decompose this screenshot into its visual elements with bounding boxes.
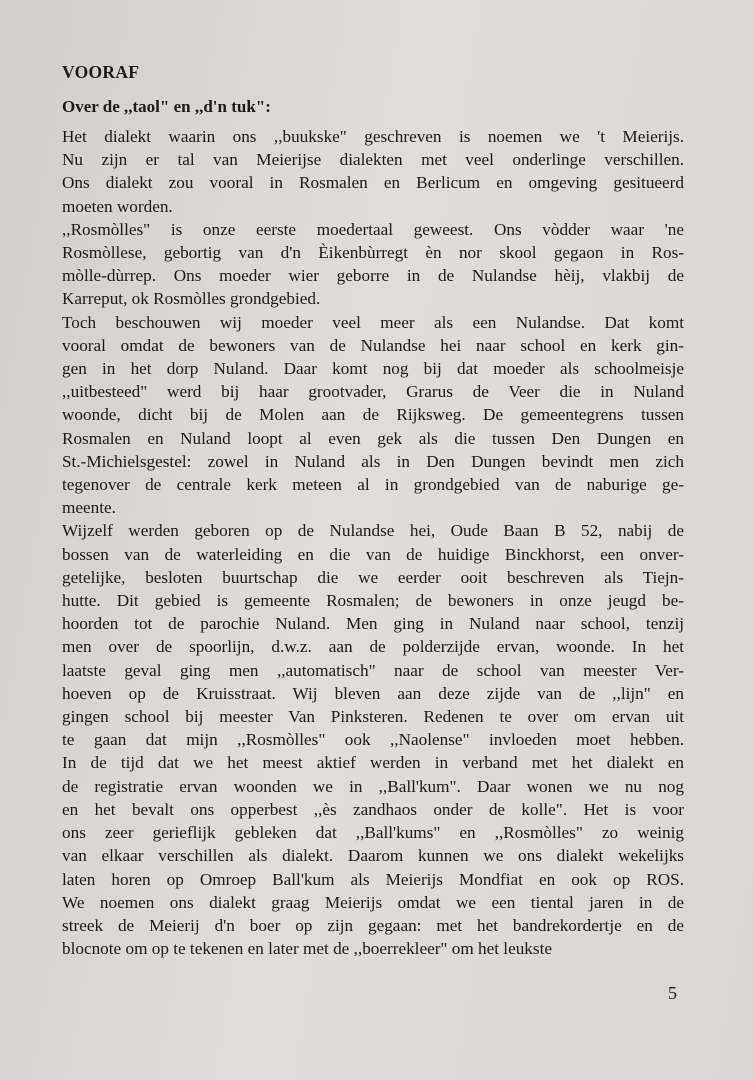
text-line: gingen school bij meester Van Pinksteren. Redenen te over om ervan uit: [62, 707, 684, 727]
section-heading: VOORAF: [62, 62, 140, 82]
text-line: Toch beschouwen wij moeder veel meer als een Nulandse. Dat komt: [62, 312, 684, 332]
text-line: Ons dialekt zou vooral in Rosmalen en Berlicum en omgeving gesitueerd: [62, 173, 684, 193]
text-line: moeten worden.: [62, 196, 173, 216]
text-line: St.-Michielsgestel: zowel in Nuland als in Den Dungen bevindt men zich: [62, 451, 684, 471]
text-line: meente.: [62, 498, 116, 518]
text-line: laatste geval ging men ,,automatisch" naar de school van meester Ver-: [62, 660, 684, 680]
text-line: hutte. Dit gebied is gemeente Rosmalen; de bewoners in onze jeugd be-: [62, 591, 684, 611]
text-line: te gaan dat mijn ,,Rosmòlles" ook ,,Naolense" invloeden moet hebben.: [62, 730, 684, 750]
text-line: Karreput, ok Rosmòlles grondgebied.: [62, 289, 321, 309]
page-number: 5: [668, 983, 677, 1003]
text-line: tegenover de centrale kerk meteen al in grondgebied van de naburige ge-: [62, 475, 684, 495]
text-line: gen in het dorp Nuland. Daar komt nog bij dat moeder als schoolmeisje: [62, 359, 684, 379]
text-line: hoorden tot de parochie Nuland. Men ging in Nuland naar school, tenzij: [62, 614, 684, 634]
page-content: [62, 62, 684, 960]
text-line: streek de Meierij d'n boer op zijn gegaan: met het bandrekordertje en de: [62, 915, 684, 935]
text-line: bossen van de waterleiding en die van de huidige Binckhorst, een onver-: [62, 544, 684, 564]
text-line: We noemen ons dialekt graag Meierijs omdat we een tiental jaren in de: [62, 892, 684, 912]
text-line: mòlle-dùrrep. Ons moeder wier geborre in de Nulandse hèij, vlakbij de: [62, 266, 684, 286]
section-subheading: Over de ,,taol" en ,,d'n tuk":: [62, 97, 271, 116]
text-line: men over de spoorlijn, d.w.z. aan de polderzijde ervan, woonde. In het: [62, 637, 684, 657]
text-line: getelijke, besloten buurtschap die we eerder ooit beschreven als Tiejn-: [62, 567, 684, 587]
text-line: woonde, dicht bij de Molen aan de Rijksweg. De gemeentegrens tussen: [62, 405, 684, 425]
text-line: vooral omdat de bewoners van de Nulandse hei naar school en kerk gin-: [62, 335, 684, 355]
text-line: Rosmòllese, gebortig van d'n Èikenbùrregt èn nor skool gegaon in Ros-: [62, 243, 684, 263]
text-line: ons zeer gerieflijk gebleken dat ,,Ball'kums" en ,,Rosmòlles" zo weinig: [62, 823, 684, 843]
text-line: In de tijd dat we het meest aktief werden in verband met het dialekt en: [62, 753, 684, 773]
text-line: hoeven op de Kruisstraat. Wij bleven aan deze zijde van de ,,lijn" en: [62, 683, 684, 703]
text-line: ,,uitbesteed" werd bij haar grootvader, Grarus de Veer die in Nuland: [62, 382, 684, 402]
text-line: ,,Rosmòlles" is onze eerste moedertaal geweest. Ons vòdder waar 'ne: [62, 219, 684, 239]
text-line: laten horen op Omroep Ball'kum als Meierijs Mondfiat en ook op ROS.: [62, 869, 684, 889]
text-line: blocnote om op te tekenen en later met de ,,boerrekleer" om het leukste: [62, 939, 552, 959]
text-line: Wijzelf werden geboren op de Nulandse hei, Oude Baan B 52, nabij de: [62, 521, 684, 541]
text-line: Nu zijn er tal van Meierijse dialekten met veel onderlinge verschillen.: [62, 150, 684, 170]
text-line: van elkaar verschillen als dialekt. Daarom kunnen we ons dialekt wekelijks: [62, 846, 684, 866]
text-line: Het dialekt waarin ons ,,buukske" geschreven is noemen we 't Meierijs.: [62, 127, 684, 146]
text-line: en het bevalt ons opperbest ,,ès zandhaos onder de kolle". Het is voor: [62, 799, 684, 819]
body-text: [62, 125, 684, 960]
text-line: Rosmalen en Nuland loopt al even gek als die tussen Den Dungen en: [62, 428, 684, 448]
text-line: de registratie ervan woonden we in ,,Ball'kum". Daar wonen we nu nog: [62, 776, 684, 796]
